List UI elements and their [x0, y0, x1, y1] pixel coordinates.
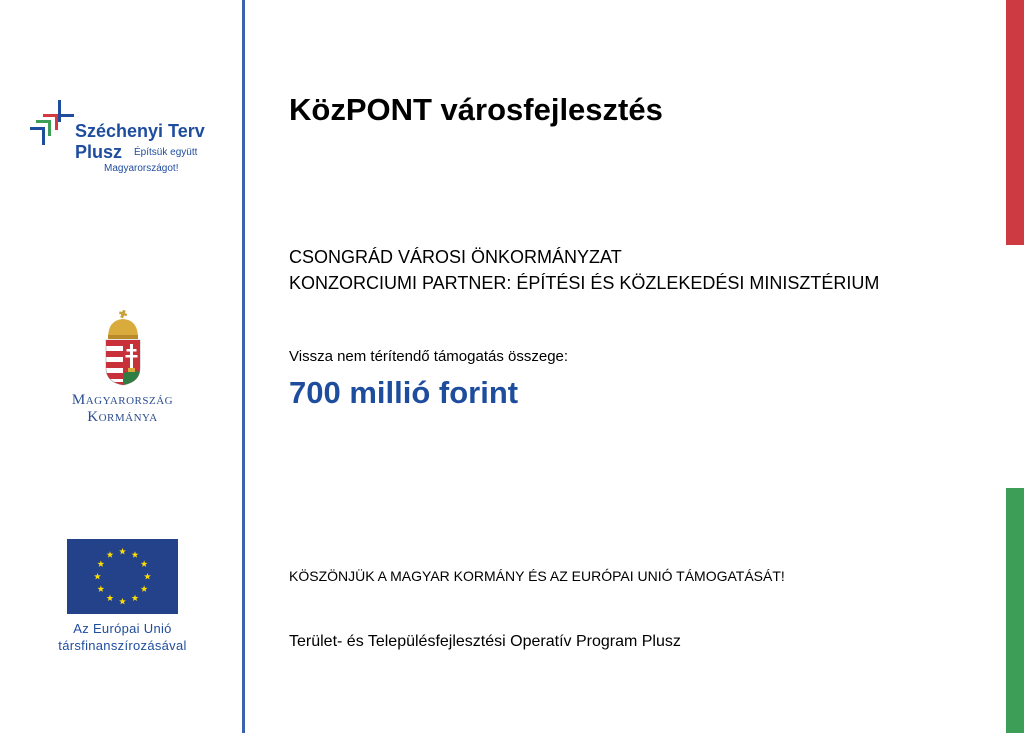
government-name-line1: Magyarország: [71, 392, 174, 408]
eu-cofinancing-text: [40, 620, 205, 654]
eu-flag-icon: [67, 539, 178, 614]
szechenyi-slogan-line2: Magyarországot!: [104, 163, 179, 174]
eu-text-line1: Az Európai Unió: [73, 621, 172, 636]
consortium-partner: KONZORCIUMI PARTNER: ÉPÍTÉSI ÉS KÖZLEKEDÉSI MINISZTÉRIUM: [289, 273, 880, 293]
beneficiary-block: [289, 244, 889, 296]
szechenyi-cross-icon: [30, 100, 75, 148]
szechenyi-slogan-line1: Építsük együtt: [134, 147, 198, 158]
thanks-message: KÖSZÖNJÜK A MAGYAR KORMÁNY ÉS AZ EURÓPAI UNIÓ TÁMOGATÁSÁT!: [289, 568, 785, 584]
government-logo: [40, 310, 205, 430]
flag-stripe-green: [1006, 488, 1024, 733]
eu-text-line2: társfinanszírozásával: [58, 638, 187, 653]
program-name: Terület- és Településfejlesztési Operatív Program Plusz: [289, 633, 681, 650]
grant-label: Vissza nem térítendő támogatás összege:: [289, 348, 569, 365]
vertical-divider: [242, 0, 245, 733]
eu-cofinancing-logo: [40, 539, 205, 654]
flag-stripe-red: [1006, 0, 1024, 245]
project-title: KözPONT városfejlesztés: [289, 92, 663, 127]
szechenyi-title: Széchenyi Terv: [75, 121, 205, 141]
szechenyi-terv-logo: [30, 100, 230, 180]
hungarian-coat-of-arms-icon: [103, 310, 143, 386]
government-name-line2: Kormánya: [87, 409, 158, 425]
szechenyi-plusz: Plusz: [75, 142, 123, 162]
grant-amount: 700 millió forint: [289, 375, 519, 410]
government-name: [40, 392, 205, 426]
beneficiary-name: CSONGRÁD VÁROSI ÖNKORMÁNYZAT: [289, 247, 622, 267]
